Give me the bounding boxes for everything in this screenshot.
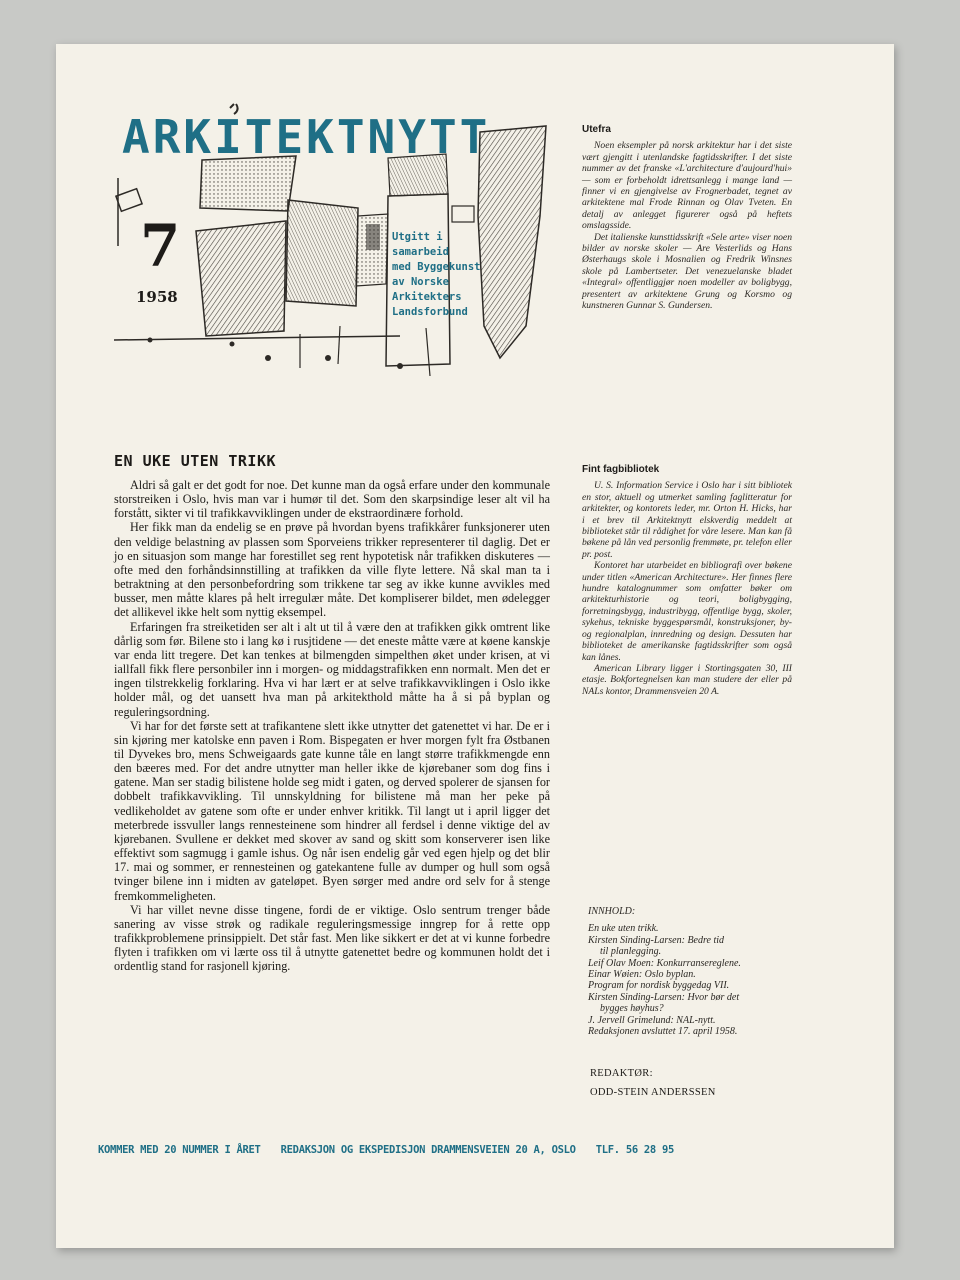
side-note-fagbibliotek xyxy=(582,464,792,697)
contents-line: Einar Wøien: Oslo byplan. xyxy=(588,969,696,981)
contents-line: Kirsten Sinding-Larsen: Hvor bør det xyxy=(588,991,740,1003)
publisher-note xyxy=(392,230,502,320)
contents-item xyxy=(588,1026,798,1037)
editor-block xyxy=(590,1068,716,1106)
contents-item xyxy=(588,992,798,1015)
side-note-paragraph: Noen eksempler på norsk arkitektur har i det siste vært gjengitt i utenlandske fagtidsskrifter. I det siste nummer av det franske «L'architecture d'aujourd'hui» — som er forbeholdt idrettsanlegg i mange land — finner vi en gjengivelse av Frognerbadet, tegnet av arkitektene mal Frode Rinnan og Olav Tveten. En detalj av anlegget figurerer også på heftets omslagsside. xyxy=(582,140,792,232)
side-note-paragraph: U. S. Information Service i Oslo har i sitt bibliotek en stor, aktuell og utmerket samling faglitteratur for arkitekter, og kontorets leder, mr. Orton H. Hicks, har i et brev til Arkitektnytt elskverdig meddelt at biblioteket står til rådighet for våre lesere. Man kan få bøkene på lån ved personlig fremmøte, pr. telefon eller pr. post. xyxy=(582,480,792,560)
contents-item xyxy=(588,980,798,991)
issue-number: 7 xyxy=(140,212,181,280)
issue-year: 1958 xyxy=(136,288,178,306)
contents-line-cont: bygges høyhus? xyxy=(600,1003,664,1015)
side-note-heading: Fint fagbibliotek xyxy=(582,464,660,475)
publisher-line: Landsforbund xyxy=(392,306,468,318)
contents-item xyxy=(588,969,798,980)
contents-item xyxy=(588,1015,798,1026)
article-paragraph: Aldri så galt er det godt for noe. Det kunne man da også erfare under den kommunale storstreiken i Oslo, hvis man var i humør til det. Som den skarpsindige leser alt vil ha forstått, sikter vi til trafikkavviklingen under de ekstraordinære forhold. xyxy=(114,478,550,521)
contents-line: Kirsten Sinding-Larsen: Bedre tid xyxy=(588,934,725,946)
side-note-utefra xyxy=(582,124,792,312)
article-paragraph: Vi har for det første sett at trafikantene slett ikke utnytter det gatenettet vi har. De er i sin kjøring mer katolske enn paven i Rom. Bispegaten er hver morgen fylt fra Østbanen til Dyvekes bro, mens Schweigaards gate kunne tåle en langt større trafikkmengde enn den bæeres med. For det andre utnytter man heller ikke de kjørebaner som dog fins i gatene. Man ser stadig bilistene holde seg midt i gaten, og derved spolerer de sjansen for dobbelt trafikkavvikling. Til unnskyldning for bilistene må man her peke på vedlikeholdet av gatene som ofte er under enhver kritikk. Til langt ut i april ligger det meterbrede issvuller langs rennesteinene som hindrer all ferdsel i denne viktige del av kjørebanen. Svullene er dekket med skover av sand og skitt som konserverer isen like effektivt som sagmugg i gamle ishus. Og når isen endelig går ved egen hjelp og det blir 17. mai og sommer, er rennesteinen og gatekantene fulle av dumper og hull som også tvinger bilene inn i midten av gateløpet. Byen sørger med andre ord selv for å stenge fremkommeligheten. xyxy=(114,718,550,903)
contents-line: Program for nordisk byggedag VII. xyxy=(588,980,730,992)
footer-phone: TLF. 56 28 95 xyxy=(595,1144,674,1156)
publisher-line: med Byggekunst xyxy=(392,261,481,273)
table-of-contents xyxy=(588,906,798,1037)
contents-item xyxy=(588,935,798,958)
side-note-paragraph: Kontoret har utarbeidet en bibliografi over bøkene under titlen «American Architecture». Her finnes flere hundre katalognummer som omfatter bøker om arkitekturhistorie og teori, boligbygging, forretningsbygg, industribygg, offentlige bygg, skoler, sykehus, tekniske byggespørsmål, konstruksjoner, by- og regionalplan, innredning og design. Dessuten har biblioteket de amerikanske fagtidsskrifter som også kan lånes. xyxy=(582,560,792,663)
contents-heading: INNHOLD: xyxy=(588,906,636,917)
publisher-line: Arkitekters xyxy=(392,291,462,303)
footer-frequency: KOMMER MED 20 NUMMER I ÅRET xyxy=(98,1144,261,1156)
editor-label: REDAKTØR: xyxy=(590,1068,653,1079)
side-note-paragraph: American Library ligger i Stortingsgaten 30, III etasje. Bokfortegnelsen kan man studere der eller på NALs kontor, Drammensveien 20 A. xyxy=(582,662,792,697)
publisher-line: samarbeid xyxy=(392,246,449,258)
publisher-line: Utgitt i xyxy=(392,231,443,243)
article-title: EN UKE UTEN TRIKK xyxy=(114,452,277,470)
article-paragraph: Vi har villet nevne disse tingene, fordi de er viktige. Oslo sentrum trenger både sanering av visse strøk og radikale reguleringsmessige inngrep for å rette opp trafikkproblemene prinsippielt. Det står fast. Men like sikkert er det at vi kunne forbedre flyten i trafikken om vi lærte oss til å utnytte gatenettet bedre og kommunen holdt det i ordentlig stand for rasjonell kjøring. xyxy=(114,902,550,974)
contents-line: En uke uten trikk. xyxy=(588,923,659,935)
article-paragraph: Erfaringen fra streiketiden ser alt i alt ut til å være den at trafikken gikk omtrent like dårlig som før. Bilene sto i lang kø i rusjtidene — det eneste måtte være at køene kanskje var enda litt tregere. Det kan tenkes at bilmengden simpelthen øket under krisen, at vi iallfall fikk flere personbiler inn i morgen- og middagstrafikken enn normalt. Men det er ingen tilstrekkelig forklaring. Hva vi har lært er at selve trafikkavviklingen i Oslo ikke holder mål, og det uansett hva man på arkitekthold måtte ha å si på byplan og reguleringsordning. xyxy=(114,619,550,719)
contents-item xyxy=(588,923,798,934)
contents-line: Redaksjonen avsluttet 17. april 1958. xyxy=(588,1026,738,1038)
contents-line-cont: til planlegging. xyxy=(600,946,662,958)
main-article xyxy=(114,452,550,973)
masthead xyxy=(100,96,560,386)
contents-line: J. Jervell Grimelund: NAL-nytt. xyxy=(588,1014,716,1026)
magazine-title: ARKITEKTNYTT xyxy=(122,110,491,164)
editor-name: ODD-STEIN ANDERSSEN xyxy=(590,1087,716,1098)
contents-line: Leif Olav Moen: Konkurransereglene. xyxy=(588,957,741,969)
footer-address: REDAKSJON OG EKSPEDISJON DRAMMENSVEIEN 20 A, OSLO xyxy=(280,1144,576,1156)
side-note-heading: Utefra xyxy=(582,124,611,135)
contents-item xyxy=(588,958,798,969)
publisher-line: av Norske xyxy=(392,276,449,288)
article-paragraph: Her fikk man da endelig se en prøve på hvordan byens trafikkårer funksjonerer uten den veldige belastning av plassen som Sporveiens trikker representerer til daglig. Det er jo en situasjon som mange har forestillet seg rent hypotetisk når trafikken diskuteres — ofte med den forhåndsinnstilling at trafikken da ville flyte lettere. Nå skal man ta i betraktning at den personbefordring som trikkene tar seg av ikke kunne avvikles med busser, men måtte klares på helt irregulær måte. Det kompliserer bildet, men ødelegger det allikevel ikke helt som nyttig eksempel. xyxy=(114,520,550,620)
side-note-paragraph: Det italienske kunsttidsskrift «Sele arte» viser noen bilder av norske skoler — Are Vesterlids og Hans Østerhaugs skole i Mosnalien og Fredrik Winsnes skole på Lambertseter. Det venezuelanske bladet «Integral» offentliggjør noen modeller av boligbygg, presentert av arkitektene Grung og Korsmo og kunstneren Gunnar S. Gundersen. xyxy=(582,231,792,312)
footer-bar xyxy=(98,1144,798,1156)
